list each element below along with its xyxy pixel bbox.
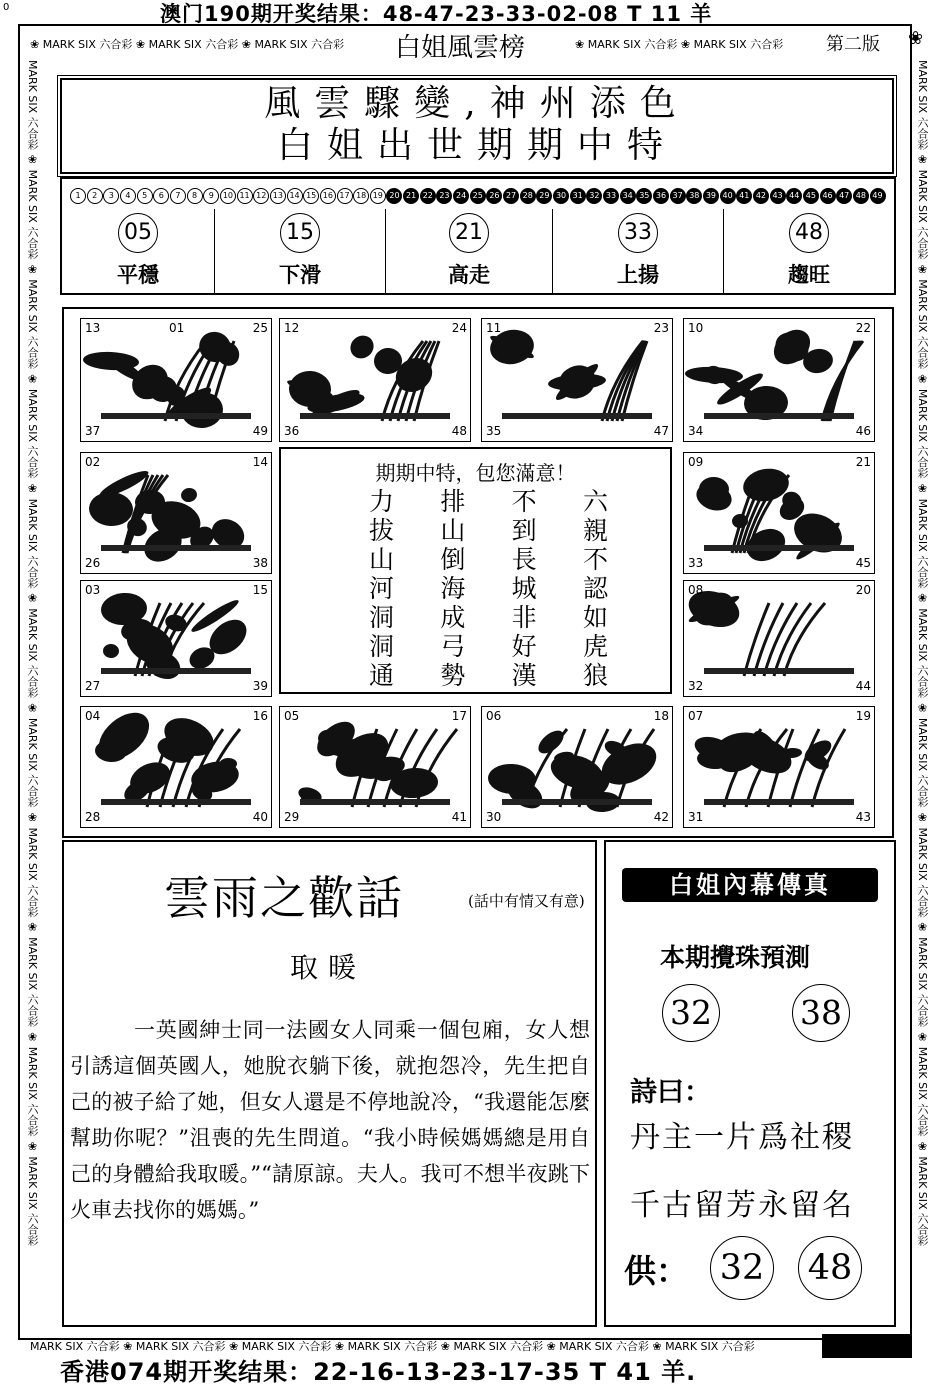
poem-row [369,632,608,661]
ink-painting-image [81,319,271,441]
panel-number: 16 [252,709,268,723]
predict-ball-2: 38 [792,984,850,1042]
poem-char: 山 [369,545,395,574]
poem-char: 成 [440,603,466,632]
panel-number: 07 [688,709,704,723]
story-title: 雲雨之歡話 [164,871,404,925]
panel-number: 39 [252,679,268,693]
strip-number: 37 [670,188,686,204]
pick-ball: 05 [118,213,158,253]
brand-strip-bottom: MARK SIX 六合彩 ❀ MARK SIX 六合彩 ❀ MARK SIX 六合彩 ❀ MARK SIX 六合彩 ❀ MARK SIX 六合彩 ❀ MARK SIX 六合彩 ❀ MARK SIX 六合彩 [30,1340,755,1353]
side-title-bar [622,868,878,902]
poem-char: 非 [511,603,537,632]
pick-cell [724,209,894,293]
pick-cell [386,209,553,293]
strip-number: 30 [553,188,569,204]
strip-number: 15 [303,188,319,204]
poem-char: 好 [511,632,537,661]
poem-char: 城 [511,574,537,603]
strip-number: 39 [703,188,719,204]
panel-number: 26 [85,556,101,570]
panel-number: 14 [252,455,268,469]
poem-char: 認 [582,574,608,603]
picks-row [62,209,894,293]
strip-number: 21 [403,188,419,204]
strip-number: 25 [470,188,486,204]
panel-number: 30 [486,810,502,824]
banner-line-2: 白姐出世期期中特 [276,125,677,166]
painting-panel [481,706,673,828]
ink-painting-image [684,453,874,573]
poem-char: 不 [582,545,608,574]
strip-number: 40 [720,188,736,204]
poem-char: 拔 [369,516,395,545]
strip-number: 23 [436,188,452,204]
panel-number: 04 [85,709,101,723]
panel-number: 03 [85,583,101,597]
edition-label: 第二版 [826,34,880,55]
predict-label: 本期攪珠預測 [660,943,811,972]
panel-number: 22 [855,321,871,335]
poem-char: 力 [369,487,395,516]
brand-strip-right: MARK SIX 六合彩 ❀ MARK SIX 六合彩 ❀ MARK SIX 六合彩 ❀ MARK SIX 六合彩 ❀ MARK SIX 六合彩 ❀ MARK SIX 六合彩 ❀ MARK SIX 六合彩 ❀ MARK SIX 六合彩 ❀ MARK SIX 六合彩 ❀ MARK SIX 六合彩 ❀ MARK SIX 六合彩 [916,60,929,1247]
painting-panel [80,706,272,828]
strip-number: 33 [603,188,619,204]
ink-painting-image [81,707,271,827]
poem-label: 詩曰： [630,1077,711,1108]
poem-char: 洞 [369,632,395,661]
pick-cell [62,209,215,293]
strip-number: 38 [686,188,702,204]
strip-number: 20 [386,188,402,204]
panel-number: 02 [85,455,101,469]
number-strip [70,187,886,205]
poem-char: 倒 [440,545,466,574]
painting-panel [481,318,673,442]
pick-cell [215,209,386,293]
panel-number: 24 [451,321,467,335]
strip-number: 11 [237,188,253,204]
poem-char: 海 [440,574,466,603]
panel-number: 10 [688,321,704,335]
panel-number: 44 [855,679,871,693]
picks-box [60,177,896,295]
panel-number: 05 [284,709,300,723]
strip-number: 41 [736,188,752,204]
ink-painting-image [684,581,874,696]
panel-number: 42 [653,810,669,824]
ink-painting-image [482,319,672,441]
strip-number: 47 [836,188,852,204]
ink-painting-image [81,453,271,573]
strip-number: 7 [170,188,186,204]
poem-char: 到 [511,516,537,545]
strip-number: 26 [486,188,502,204]
poem-row [369,603,608,632]
poem-row [369,487,608,516]
strip-number: 22 [420,188,436,204]
panel-number: 23 [653,321,669,335]
bottom-result-line: 香港074期开奖结果：22-16-13-23-17-35 T 41 羊. [60,1358,697,1386]
strip-number: 3 [103,188,119,204]
strip-number: 31 [570,188,586,204]
side-box [604,840,896,1327]
poem-row [369,516,608,545]
panel-number: 33 [688,556,704,570]
ink-painting-image [280,707,470,827]
panel-number: 48 [451,424,467,438]
panel-number: 11 [486,321,502,335]
pick-label: 趨旺 [788,263,830,287]
panel-number: 47 [653,424,669,438]
strip-number: 48 [853,188,869,204]
strip-number: 35 [636,188,652,204]
poem-char: 山 [440,516,466,545]
strip-number: 12 [253,188,269,204]
strip-number: 29 [536,188,552,204]
poem-heading: 期期中特，包您滿意！ [375,461,576,485]
ink-painting-image [482,707,672,827]
ink-painting-image [81,581,271,696]
ink-painting-image [684,319,874,441]
page-title: 白姐風雲榜 [395,33,526,63]
strip-number: 28 [520,188,536,204]
strip-number: 17 [337,188,353,204]
strip-number: 14 [287,188,303,204]
strip-number: 43 [770,188,786,204]
poem-char: 親 [582,516,608,545]
panel-number: 06 [486,709,502,723]
strip-number: 8 [187,188,203,204]
panel-number: 27 [85,679,101,693]
poem-char: 勢 [440,661,466,690]
strip-number: 46 [820,188,836,204]
panel-number: 35 [486,424,502,438]
panel-number: 37 [85,424,101,438]
painting-panel [279,706,471,828]
strip-number: 9 [203,188,219,204]
panel-number: 08 [688,583,704,597]
pick-ball: 33 [618,213,658,253]
brand-strip-top-right: ❀ MARK SIX 六合彩 ❀ MARK SIX 六合彩 [575,38,784,51]
brand-strip-left: MARK SIX 六合彩 ❀ MARK SIX 六合彩 ❀ MARK SIX 六合彩 ❀ MARK SIX 六合彩 ❀ MARK SIX 六合彩 ❀ MARK SIX 六合彩 ❀ MARK SIX 六合彩 ❀ MARK SIX 六合彩 ❀ MARK SIX 六合彩 ❀ MARK SIX 六合彩 ❀ MARK SIX 六合彩 [26,60,39,1247]
strip-number: 45 [803,188,819,204]
predict-ball-1: 32 [662,984,720,1042]
strip-number: 5 [137,188,153,204]
painting-panel [80,318,272,442]
panel-number: 31 [688,810,704,824]
strip-number: 6 [153,188,169,204]
poem-char: 洞 [369,603,395,632]
painting-panel [683,318,875,442]
painting-panel [683,452,875,574]
poem-char: 六 [582,487,608,516]
pick-cell [553,209,724,293]
pick-ball: 48 [789,213,829,253]
poem-char: 虎 [582,632,608,661]
supply-ball-1: 32 [710,1236,774,1300]
painting-panel [80,580,272,697]
page-corner-number: 0 [3,2,10,13]
poem-char: 漢 [511,661,537,690]
panel-number: 20 [855,583,871,597]
poem-grid [369,487,608,690]
panel-number: 32 [688,679,704,693]
side-poem-line-1: 丹主一片爲社稷 [630,1120,854,1155]
poem-char: 通 [369,661,395,690]
poem-char: 狼 [582,661,608,690]
pick-label: 上揚 [617,263,659,287]
poem-box [279,447,672,694]
poem-char: 河 [369,574,395,603]
strip-number: 4 [120,188,136,204]
side-title: 白姐內幕傳真 [669,871,831,899]
poem-char: 排 [440,487,466,516]
strip-number: 42 [753,188,769,204]
poem-row [369,574,608,603]
panel-number: 18 [653,709,669,723]
panel-number: 28 [85,810,101,824]
panel-number: 41 [451,810,467,824]
poem-row [369,545,608,574]
strip-number: 24 [453,188,469,204]
flower-icon: ❀ [908,28,924,49]
strip-number: 18 [353,188,369,204]
painting-panel [683,580,875,697]
pick-label: 平穩 [117,263,159,287]
story-subtitle: (話中有情又有意) [468,892,585,910]
panel-number: 15 [252,583,268,597]
painting-panel [80,452,272,574]
panel-number: 40 [252,810,268,824]
ink-painting-image [684,707,874,827]
supply-label: 供： [624,1252,689,1290]
panel-number: 49 [252,424,268,438]
pick-label: 高走 [448,263,490,287]
panel-number: 19 [855,709,871,723]
poem-row [369,661,608,690]
strip-number: 36 [653,188,669,204]
banner-line-1: 風雲驟變,神州添色 [264,83,690,124]
panel-number: 21 [855,455,871,469]
pick-ball: 21 [449,213,489,253]
panel-number: 45 [855,556,871,570]
pick-label: 下滑 [279,263,321,287]
supply-ball-2: 48 [798,1236,862,1300]
panel-number: 01 [169,321,185,335]
poem-char: 長 [511,545,537,574]
story-box [62,840,597,1327]
panel-number: 09 [688,455,704,469]
pick-ball: 15 [280,213,320,253]
strip-number: 2 [87,188,103,204]
panel-number: 43 [855,810,871,824]
panel-number: 17 [451,709,467,723]
panel-number: 46 [855,424,871,438]
strip-number: 13 [270,188,286,204]
panel-number: 36 [284,424,300,438]
strip-number: 44 [786,188,802,204]
strip-number: 27 [503,188,519,204]
panel-number: 38 [252,556,268,570]
strip-number: 32 [586,188,602,204]
panel-number: 13 [85,321,101,335]
painting-panel [683,706,875,828]
panel-number: 12 [284,321,300,335]
poem-char: 弓 [440,632,466,661]
story-text: 一英國紳士同一法國女人同乘一個包廂，女人想引誘這個英國人，她脫衣躺下後，就抱怨冷，先生把自己的被子給了她，但女人還是不停地說冷，“我還能怎麼幫助你呢？”沮喪的先生問道。“我小時候媽媽總是用自己的身體給我取暖。”“請原諒。夫人。我可不想半夜跳下火車去找你的媽媽。” [70,1018,590,1222]
corner-ink-block [822,1334,912,1358]
painting-panel [279,318,471,442]
brand-strip-top-left: ❀ MARK SIX 六合彩 ❀ MARK SIX 六合彩 ❀ MARK SIX 六合彩 [30,38,345,51]
side-poem-line-2: 千古留芳永留名 [630,1188,854,1223]
strip-number: 49 [870,188,886,204]
strip-number: 10 [220,188,236,204]
strip-number: 1 [70,188,86,204]
top-result-line: 澳门190期开奖结果：48-47-23-33-02-08 T 11 羊 [160,2,713,26]
ink-painting-image [280,319,470,441]
strip-number: 16 [320,188,336,204]
banner-box [60,78,894,174]
strip-number: 34 [620,188,636,204]
poem-char: 如 [582,603,608,632]
panel-number: 25 [252,321,268,335]
panel-number: 34 [688,424,704,438]
poem-char: 不 [511,487,537,516]
story-heading: 取暖 [290,951,367,984]
strip-number: 19 [370,188,386,204]
panel-number: 29 [284,810,300,824]
